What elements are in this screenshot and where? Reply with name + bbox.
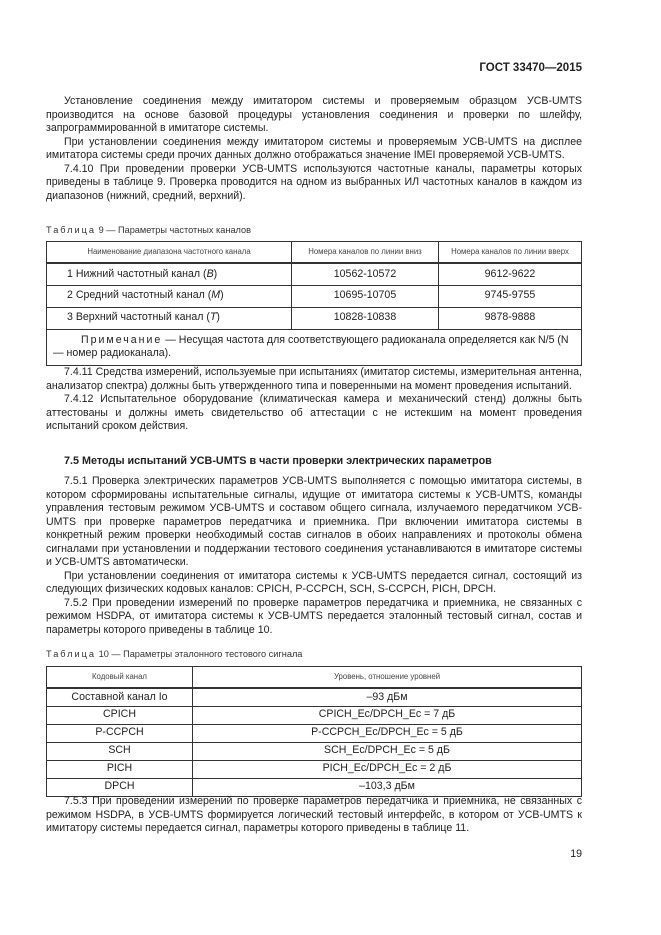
channel-name [47,285,292,307]
column-header: Уровень, отношение уровней [193,667,582,689]
table-row [47,760,582,778]
uplink-channels: 9878-9888 [439,307,582,329]
column-header: Наименование диапазона частотного канала [47,242,292,264]
level: SCH_Ec/DPCH_Ec = 5 дБ [193,742,582,760]
level: P-CCPCH_Ec/DPCH_Ec = 5 дБ [193,724,582,742]
paragraph: 7.4.12 Испытательное оборудование (климатическая камера и механический стенд) должны быть аттестованы и должны иметь свидетельство об аттестации с не истекшим на момент проведения испытаний сроком действия. [46,393,582,432]
intro-paragraphs [46,95,582,203]
name-symbol: T [209,311,217,324]
note-label: Примечание [81,333,163,346]
code-channel: Составной канал Io [47,688,193,706]
channel-name [47,263,292,285]
table-note-row [47,329,582,365]
table-row [47,263,582,285]
downlink-channels: 10695-10705 [292,285,439,307]
paragraphs-7-4-11 [46,366,582,434]
code-channel: CPICH [47,706,193,724]
table-row [47,778,582,796]
table-header-row [47,667,582,689]
code-channel: P-CCPCH [47,724,193,742]
paragraph-7-5-3 [46,795,582,836]
table-row [47,285,582,307]
caption-label: Таблица [46,649,97,659]
section-heading: 7.5 Методы испытаний УСВ-UMTS в части проверки электрических параметров [64,455,492,467]
paragraph: Установление соединения между имитатором системы и проверяемым образцом УСВ-UMTS производится на основе базовой процедуры установления соединения и проверки по шлейфу, запрограммированной в имитаторе системы. [46,95,582,134]
name-text: ) [213,267,218,280]
name-text: ) [216,311,220,324]
uplink-channels: 9745-9755 [439,285,582,307]
table9-frequency-channels [46,241,582,366]
section-paragraphs [46,475,582,637]
level: –93 дБм [193,688,582,706]
name-symbol: M [211,289,221,302]
table10-reference-signal [46,666,582,797]
name-symbol: B [206,267,214,280]
paragraph: 7.5.2 При проведении измерений по проверке параметров передатчика и приемника, не связанных с режимом HSDPA, от имитатора системы к УСВ-UMTS передается эталонный тестовый сигнал, состав и параметры которого приведены в таблице 10. [46,596,582,636]
downlink-channels: 10828-10838 [292,307,439,329]
name-text: 2 Средний частотный канал ( [67,289,212,302]
column-header: Кодовый канал [47,667,193,689]
caption-text: 10 — Параметры эталонного тестового сигнала [96,649,303,659]
table9-caption [46,224,251,238]
level: CPICH_Ec/DPCH_Ec = 7 дБ [193,706,582,724]
paragraph: При установлении соединения от имитатора системы к УСВ-UMTS передается сигнал, состоящий из следующих физических кодовых каналов: CPICH, P-CCPCH, SCH, S-CCPCH, PICH, DPCH. [46,569,582,595]
name-text: ) [220,289,224,302]
table-header-row [47,242,582,264]
page-number: 19 [570,848,582,860]
uplink-channels: 9612-9622 [439,263,582,285]
paragraph: 7.5.1 Проверка электрических параметров УСВ-UMTS выполняется с помощью имитатора системы, в котором сформированы испытательные сигналы, идущие от имитатора системы к УСВ-UMTS, команды управления тестовым режимом УСВ-UMTS и составом общего сигнала, излучаемого передатчиком УСВ-UMTS при проверке параметров передатчика и приемника. При включении имитатора системы в конкретный режим проверки необходимый состав сигналов в обоих направлениях и протоколы обмена сигналами при установлении и поддержании тестового соединения устанавливаются в имитаторе системы и УСВ-UMTS автоматически. [46,475,582,568]
code-channel: SCH [47,742,193,760]
table-row [47,724,582,742]
column-header: Номера каналов по линии вверх [439,242,582,264]
level: –103,3 дБм [193,778,582,796]
code-channel: DPCH [47,778,193,796]
table-note [47,329,582,365]
code-channel: PICH [47,760,193,778]
paragraph: При установлении соединения между имитатором системы и проверяемым УСВ-UMTS на дисплее имитатора системы среди прочих данных должно отображаться значение IMEI проверяемой УСВ-UMTS. [46,135,582,161]
table10-caption [46,648,302,662]
caption-label: Таблица [46,225,97,235]
table-row [47,307,582,329]
paragraph: 7.5.3 При проведении измерений по проверке параметров передатчика и приемника, не связанных с режимом HSDPA, в УСВ-UMTS формируется логический тестовый интерфейс, в котором от УСВ-UMTS к имитатору системы передается сигнал, параметры которого приведены в таблице 11. [46,795,582,834]
downlink-channels: 10562-10572 [292,263,439,285]
table-row [47,706,582,724]
level: PICH_Ec/DPCH_Ec = 2 дБ [193,760,582,778]
caption-text: 9 — Параметры частотных каналов [96,225,252,235]
channel-name [47,307,292,329]
document-header-id: ГОСТ 33470—2015 [479,62,582,74]
name-text: 3 Верхний частотный канал ( [67,311,210,324]
paragraph: 7.4.11 Средства измерений, используемые при испытаниях (имитатор системы, измерительная антенна, анализатор спектра) должны быть утвержденного типа и поверенными на момент проведения испытаний. [46,366,582,392]
name-text: 1 Нижний частотный канал ( [67,267,207,280]
note-text: — Несущая частота для соответствующего радиоканала определяется как N/5 (N — номер радиоканала). [53,333,569,359]
table-row [47,688,582,706]
paragraph: 7.4.10 При проведении проверки УСВ-UMTS используются частотные каналы, параметры которых приведены в таблице 9. Проверка проводится на одном из выбранных ИЛ частотных каналов в каждом из диапазонов (нижний, средний, верхний). [46,162,582,202]
column-header: Номера каналов по линии вниз [292,242,439,264]
table-row [47,742,582,760]
